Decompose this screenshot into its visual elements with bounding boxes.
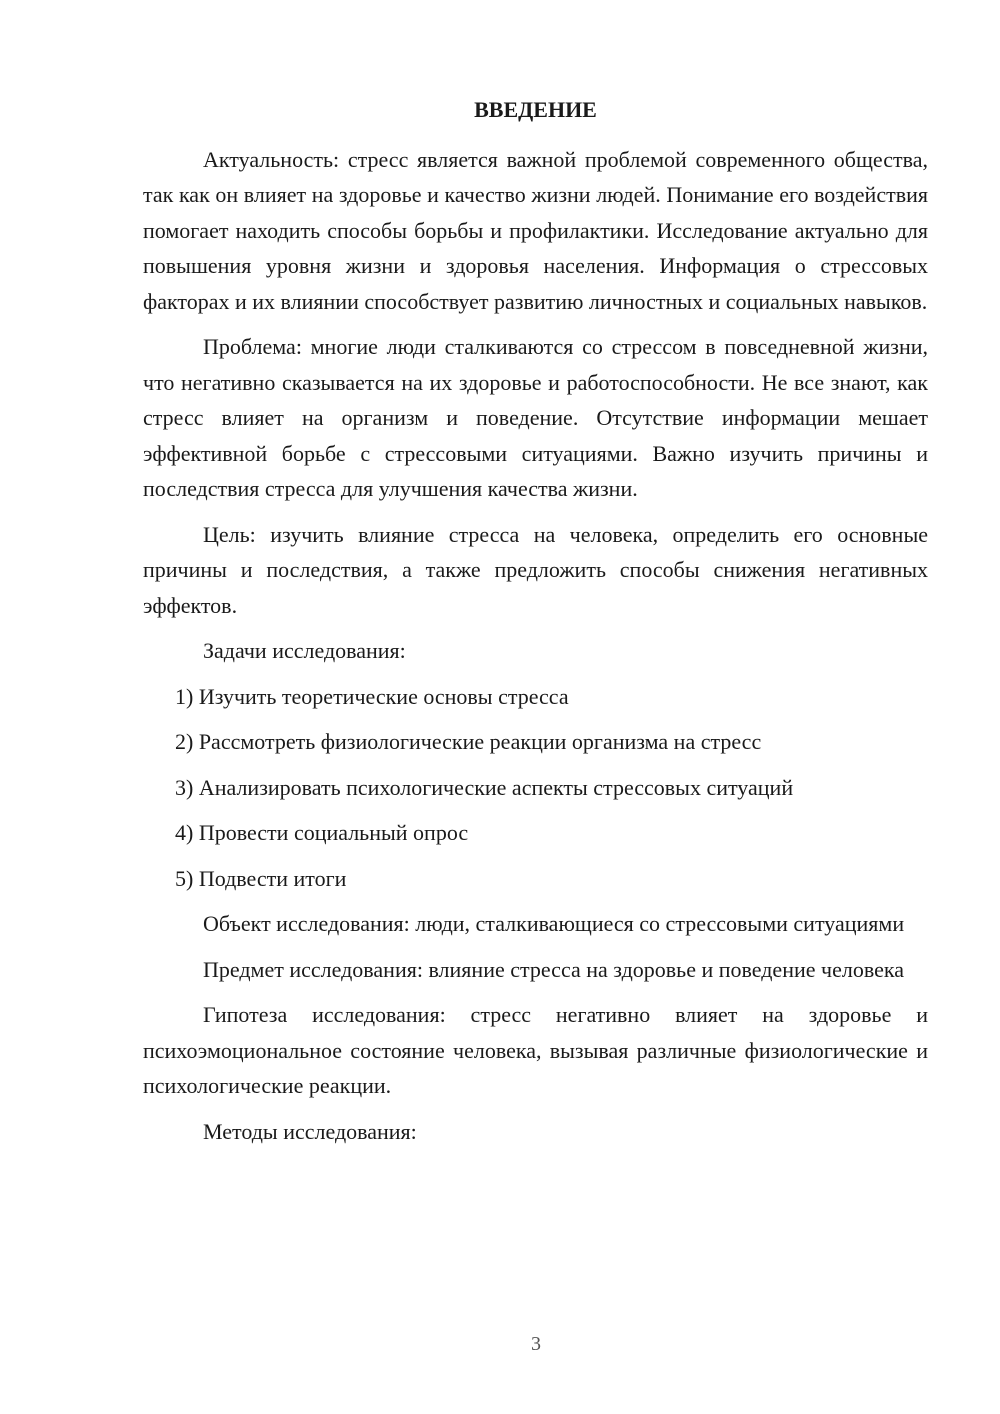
task-item: 2) Рассмотреть физиологические реакции организма на стресс	[175, 729, 762, 754]
goal-paragraph: Цель: изучить влияние стресса на человека, определить его основные причины и последствия, а также предложить способы снижения негативных эффектов.	[143, 521, 928, 618]
task-item: 5) Подвести итоги	[175, 865, 347, 891]
page-number: 3	[531, 1333, 541, 1355]
task-item: 3) Анализировать психологические аспекты стрессовых ситуаций	[175, 774, 794, 800]
tasks-list	[143, 679, 928, 897]
page-content	[143, 92, 928, 1159]
methods-title: Методы исследования:	[203, 1118, 417, 1144]
subject-paragraph: Предмет исследования: влияние стресса на здоровье и поведение человека	[203, 956, 904, 982]
relevance-paragraph: Актуальность: стресс является важной проблемой современного общества, так как он влияет на здоровье и качество жизни людей. Понимание его воздействия помогает находить способы борьбы и профилактики. Исследование актуально для повышения уровня жизни и здоровья населения. Информация о стрессовых факторах и их влиянии способствует развитию личностных и социальных навыков.	[143, 146, 928, 314]
hypothesis-paragraph: Гипотеза исследования: стресс негативно влияет на здоровье и психоэмоциональное состояние человека, вызывая различные физиологические и психологические реакции.	[143, 1002, 928, 1098]
task-item: 1) Изучить теоретические основы стресса	[175, 683, 569, 709]
section-heading: ВВЕДЕНИЕ	[474, 97, 597, 122]
object-paragraph: Объект исследования: люди, сталкивающиеся со стрессовыми ситуациями	[203, 911, 905, 936]
task-item: 4) Провести социальный опрос	[175, 820, 469, 845]
tasks-title: Задачи исследования:	[203, 638, 406, 663]
problem-paragraph: Проблема: многие люди сталкиваются со стрессом в повседневной жизни, что негативно сказывается на их здоровье и работоспособности. Не все знают, как стресс влияет на организм и поведение. Отсутствие информации мешает эффективной борьбе с стрессовыми ситуациями. Важно изучить причины и последствия стресса для улучшения качества жизни.	[143, 334, 928, 501]
